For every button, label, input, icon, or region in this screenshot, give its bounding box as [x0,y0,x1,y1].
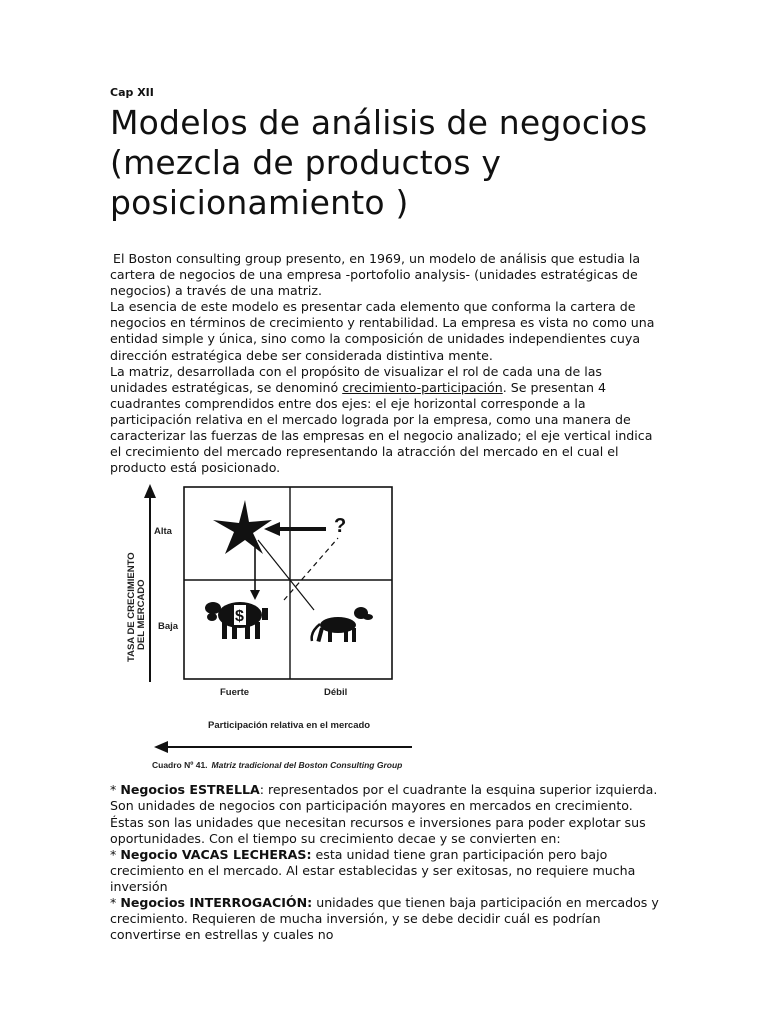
cow-to-question-dashed-line [284,538,338,600]
growth-share-term: crecimiento-participación [342,379,503,395]
dollar-sign: $ [235,608,244,626]
note-cows-bullet: * [110,846,121,862]
caption-text: Matriz tradicional del Boston Consulting Group [211,760,403,771]
page-title: Modelos de análisis de negocios (mezcla de productos y posicionamiento ) [110,103,648,222]
y-axis-arrowhead [144,484,156,498]
x-axis-arrowhead [154,741,168,753]
note-stars-bullet: * [110,782,121,798]
intro-section [110,251,660,476]
matrix-frame [184,487,392,679]
col-label-weak: Débil [324,687,348,699]
dog-icon [312,607,373,642]
note-stars [110,782,660,846]
intro-paragraph-2: La esencia de este modelo es presentar cada elemento que conforma la cartera de negocios en términos de crecimiento y rentabilidad. La empresa es vista no como una entidad simple y única, sino como la composición de unidades independientes cuya dirección estratégica debe ser considerada distintiva mente. [110,299,655,363]
intro-paragraph-3 [110,364,660,477]
note-cows-text: esta unidad tiene gran participación pero bajo crecimiento en el mercado. Al estar establecidas y ser exitosas, no requiere mucha inversión [110,846,636,894]
question-to-star-arrowhead [264,522,280,536]
figure-caption [152,760,402,770]
cash-cow-icon [205,602,268,639]
col-label-strong: Fuerte [220,687,250,699]
y-axis-label-line2: DEL MERCADO [136,579,147,651]
note-question-marks [110,895,660,943]
note-cows-term: Negocio VACAS LECHERAS: [120,846,312,862]
note-cash-cows [110,847,660,895]
question-mark-icon: ? [334,515,347,538]
x-axis-label: Participación relativa en el mercado [208,720,371,732]
chapter-label: Cap XII [110,86,154,99]
y-axis-label-line1: TASA DE CRECIMIENTO [126,552,137,663]
row-label-low: Baja [158,621,179,633]
notes-section [110,782,660,943]
caption-prefix: Cuadro Nº 41. [152,760,208,771]
note-questions-term: Negocios INTERROGACIÓN: [120,894,313,910]
note-stars-term: Negocios ESTRELLA [120,782,260,798]
star-to-cow-arrowhead [250,590,260,600]
star-to-dog-line [258,540,314,610]
note-questions-bullet: * [110,894,121,910]
note-questions-text: unidades que tienen baja participación en mercados y crecimiento. Requieren de mucha inversión, y se debe decidir cuál es podrían convertirse en estrellas y cuales no [110,894,659,943]
paragraph-3-end: . Se presentan 4 cuadrantes comprendidos entre dos ejes: el eje horizontal corresponde a la participación relativa en el mercado lograda por la empresa, como una manera de caracterizar las fuerzas de las empresas en el negocio analizado; el eje vertical indica el crecimiento del mercado representando la atracción del mercado en el cual el producto está posicionado. [110,379,653,476]
bcg-matrix-figure [112,482,424,774]
note-stars-text: : representados por el cuadrante la esquina superior izquierda. Son unidades de negocios con participación mayores en mercados en crecimiento. Éstas son las unidades que necesitan recursos e inversiones para poder explotar sus oportunidades. Con el tiempo su crecimiento decae y se convierten en: [110,782,658,846]
bcg-matrix-svg [112,482,424,774]
row-label-high: Alta [154,526,172,538]
intro-paragraph-1: El Boston consulting group presento, en 1969, un modelo de análisis que estudia la cartera de negocios de una empresa -portofolio analysis- (unidades estratégicas de negocios) a través de una matriz. [110,251,641,299]
paragraph-3-start: La matriz, desarrollada con el propósito de visualizar el rol de cada una de las unidades estratégicas, se denominó [110,363,602,395]
document-page [110,86,660,943]
